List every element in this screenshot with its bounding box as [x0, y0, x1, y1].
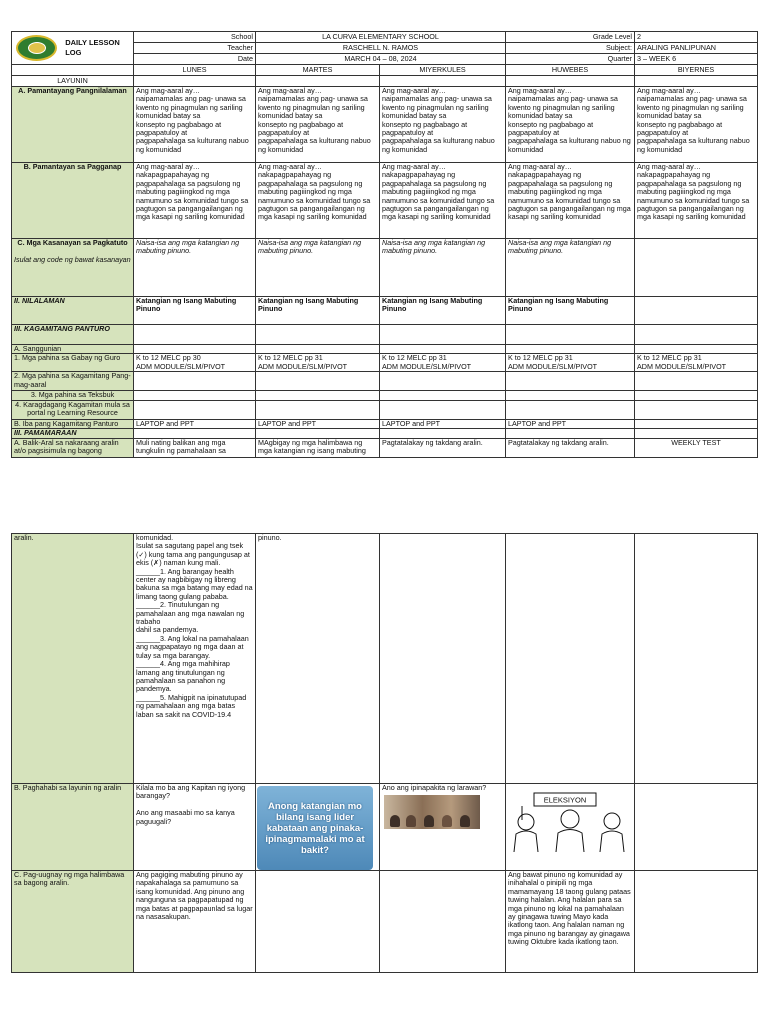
blank-cell	[380, 325, 506, 345]
content-cell: Ang mag-aaral ay… nakapagpapahayag ng pagpapahalaga sa pagsulong ng mabuting pagiiingkod ng mga namumuno sa komunidad tungo sa pagtugon sa pangangailangan ng mga kasapi ng sariling komunidad	[635, 163, 758, 239]
content-cell: Katangian ng Isang Mabuting Pinuno	[506, 297, 635, 325]
blank-cell	[256, 325, 380, 345]
blank-cell	[134, 391, 256, 400]
pamamaraan-label: III. PAMAMARAAN	[12, 429, 134, 438]
gabay-ng-guro-label: 1. Mga pahina sa Gabay ng Guro	[12, 354, 134, 372]
blank-cell	[256, 429, 380, 438]
blank-cell	[256, 400, 380, 419]
teacher-value: RASCHELL N. RAMOS	[256, 43, 506, 54]
blank-cell	[635, 400, 758, 419]
dll-header-table	[11, 31, 758, 458]
content-cell: K to 12 MELC pp 31 ADM MODULE/SLM/PIVOT	[380, 354, 506, 372]
date-value: MARCH 04 – 08, 2024	[256, 54, 506, 65]
lider-kabataan-image-cell	[256, 784, 380, 871]
blank-cell	[380, 76, 506, 87]
content-cell: Ang mag-aaral ay… naipamamalas ang pag- unawa sa kwento ng pinagmulan ng sariling komunidad batay sa konsepto ng pagbabago at pagpapatuloy at pagpapahalaga sa kulturang nabuo ng komunidad	[256, 87, 380, 163]
blank-cell	[635, 419, 758, 428]
subject-value: ARALING PANLIPUNAN	[635, 43, 758, 54]
content-cell: Kilala mo ba ang Kapitan ng iyong barangay? Ano ang masaabi mo sa kanya paguugali?	[134, 784, 256, 871]
blank-cell	[635, 345, 758, 354]
content-cell: K to 12 MELC pp 30 ADM MODULE/SLM/PIVOT	[134, 354, 256, 372]
blank-cell	[380, 372, 506, 391]
blank-cell	[635, 239, 758, 297]
grade-value: 2	[635, 32, 758, 43]
dll-page-2	[11, 533, 757, 973]
blank-cell	[506, 325, 635, 345]
content-cell: Ang pagiging mabuting pinuno ay napakahalaga sa pamumuno sa isang komunidad. Ang pinuno ang nangunguna sa pagpapatupad ng mga batas at pagpapaunlad sa lugar na nasasakupan.	[134, 871, 256, 973]
blank-cell	[635, 784, 758, 871]
content-cell: Ang mag-aaral ay… nakapagpapahayag ng pagpapahalaga sa pagsulong ng mabuting pagiiingkod ng mga namumuno sa komunidad tungo sa pagtugon sa pangangailangan ng mga kasapi ng sariling komunidad	[506, 163, 635, 239]
content-cell: Muli nating balikan ang mga tungkulin ng pamahalaan sa	[134, 438, 256, 457]
blank-cell	[506, 534, 635, 784]
content-cell: K to 12 MELC pp 31 ADM MODULE/SLM/PIVOT	[506, 354, 635, 372]
deped-seal-icon	[16, 35, 57, 61]
content-cell: LAPTOP and PPT	[256, 419, 380, 428]
logo-cell	[12, 32, 134, 65]
blank-cell	[380, 871, 506, 973]
date-label: Date	[134, 54, 256, 65]
blank-cell	[506, 372, 635, 391]
day-header: MARTES	[256, 65, 380, 76]
content-cell: Katangian ng Isang Mabuting Pinuno	[256, 297, 380, 325]
blank-cell	[635, 534, 758, 784]
blank-cell	[635, 325, 758, 345]
blank-cell	[256, 345, 380, 354]
blank-cell	[380, 391, 506, 400]
blank-cell	[256, 391, 380, 400]
content-cell: LAPTOP and PPT	[506, 419, 635, 428]
teksbuk-label: 3. Mga pahina sa Teksbuk	[12, 391, 134, 400]
blank-cell	[134, 325, 256, 345]
school-label: School	[134, 32, 256, 43]
blank-cell	[256, 76, 380, 87]
dll-title: DAILY LESSON LOG	[65, 38, 120, 57]
content-cell: komunidad. Isulat sa sagutang papel ang tsek (✓) kung tama ang pangungusap at ekis (✗) naman kung mali. ______1. Ang barangay health center ay nagbibigay ng libreng bakuna sa mga batang may edad na limang taong gulang pababa. ______2. Tinutulungan ng pamahalaan ang mga nawalan ng trabaho dahil sa pandemya. ______3. Ang lokal na pamahalaan ang nagpapatayo ng mga daan at tulay sa mga barangay. ______4. Ang mga mahihirap lamang ang tinutulungan ng pamahalaan sa panahon ng pandemya. ______5. Mahigpit na ipinatutupad ng pamahalaan ang mga batas laban sa sakit na COVID-19.4	[134, 534, 256, 784]
content-cell: K to 12 MELC pp 31 ADM MODULE/SLM/PIVOT	[635, 354, 758, 372]
content-cell: pinuno.	[256, 534, 380, 784]
day-header: BIYERNES	[635, 65, 758, 76]
content-cell: Ang bawat pinuno ng komunidad ay inihahalal o pinipili ng mga mamamayang 18 taong gulang pataas tuwing halalan. Ang halalan para sa mga pinuno ng lokal na pamahalaan ay ginagawa tuwing Mayo kada ikatlong taon. Ang halalan naman ng mga pinuno ng barangay ay ginagawa tuwing Oktubre kada ikatlong taon.	[506, 871, 635, 973]
school-value: LA CURVA ELEMENTARY SCHOOL	[256, 32, 506, 43]
blank-cell	[635, 76, 758, 87]
eleksyon-image-cell	[506, 784, 635, 871]
eleksyon-sign: ELEKSIYON	[543, 795, 587, 805]
blank-cell	[635, 391, 758, 400]
content-cell: Naisa-isa ang mga katangian ng mabuting pinuno.	[256, 239, 380, 297]
paghahabi-label: B. Paghahabi sa layunin ng aralin	[12, 784, 134, 871]
content-cell: Naisa-isa ang mga katangian ng mabuting pinuno.	[134, 239, 256, 297]
blank-cell	[380, 345, 506, 354]
blank-cell	[134, 429, 256, 438]
kagamitang-pang-mag-aaral-label: 2. Mga pahina sa Kagamitang Pang-mag-aaral	[12, 372, 134, 391]
blank-cell	[635, 429, 758, 438]
kasanayan-label-cell	[12, 239, 134, 297]
content-cell: WEEKLY TEST	[635, 438, 758, 457]
content-cell: Ang mag-aaral ay… naipamamalas ang pag- unawa sa kwento ng pinagmulan ng sariling komunidad batay sa konsepto ng pagbabago at pagpapatuloy at pagpapahalaga sa kulturang nabuo ng komunidad	[635, 87, 758, 163]
content-cell: Naisa-isa ang mga katangian ng mabuting pinuno.	[380, 239, 506, 297]
content-cell	[380, 784, 506, 871]
crowd-photo	[384, 795, 480, 829]
quarter-value: 3 – WEEK 6	[635, 54, 758, 65]
blank-cell	[506, 400, 635, 419]
blank-cell	[134, 372, 256, 391]
grade-label: Grade Level	[506, 32, 635, 43]
content-cell: LAPTOP and PPT	[134, 419, 256, 428]
blank-cell	[134, 345, 256, 354]
blank-cell	[635, 297, 758, 325]
blank-cell	[134, 76, 256, 87]
teacher-label: Teacher	[134, 43, 256, 54]
content-cell: Katangian ng Isang Mabuting Pinuno	[380, 297, 506, 325]
content-cell: Ang mag-aaral ay… naipamamalas ang pag- unawa sa kwento ng pinagmulan ng sariling komunidad batay sa konsepto ng pagbabago at pagpapatuloy at pagpapahalaga sa kulturang nabuo ng komunidad	[380, 87, 506, 163]
subject-label: Subject:	[506, 43, 635, 54]
pamantayang-pangnilalaman-label: A. Pamantayang Pangnilalaman	[12, 87, 134, 163]
content-cell: Ang mag-aaral ay… naipamamalas ang pag- unawa sa kwento ng pinagmulan ng sariling komunidad batay sa konsepto ng pagbabago at pagpapatuloy at pagpapahalaga sa kulturang nabuo ng komunidad	[134, 87, 256, 163]
nilalaman-label: II. NILALAMAN	[12, 297, 134, 325]
blank-cell	[635, 871, 758, 973]
content-cell: Ang mag-aaral ay… nakapagpapahayag ng pagpapahalaga sa pagsulong ng mabuting pagiiingkod ng mga namumuno sa komunidad tungo sa pagtugon sa pangangailangan ng mga kasapi ng sariling komunidad	[256, 163, 380, 239]
content-cell: Ang mag-aaral ay… nakapagpapahayag ng pagpapahalaga sa pagsulong ng mabuting pagiiingkod ng mga namumuno sa komunidad tungo sa pagtugon sa pangangailangan ng mga kasapi ng sariling komunidad	[134, 163, 256, 239]
blank-cell	[380, 534, 506, 784]
blank-cell	[380, 429, 506, 438]
content-cell: K to 12 MELC pp 31 ADM MODULE/SLM/PIVOT	[256, 354, 380, 372]
karagdagang-kagamitan-label: 4. Karagdagang Kagamitan mula sa portal ng Learning Resource	[12, 400, 134, 419]
larawan-question: Ano ang ipinapakita ng larawan?	[382, 783, 487, 792]
blank-cell	[12, 65, 134, 76]
content-cell: LAPTOP and PPT	[380, 419, 506, 428]
content-cell: MAgbigay ng mga halimbawa ng mga katangian ng isang mabuting	[256, 438, 380, 457]
kasanayan-sub: Isulat ang code ng bawat kasanayan	[14, 255, 131, 265]
day-header: LUNES	[134, 65, 256, 76]
blank-cell	[506, 391, 635, 400]
quarter-label: Quarter	[506, 54, 635, 65]
balik-aral-label: A. Balik-Aral sa nakaraang aralin at/o pagsisimula ng bagong	[12, 438, 134, 457]
dll-continuation-table	[11, 533, 758, 973]
iba-pang-kagamitan-label: B. Iba pang Kagamitang Panturo	[12, 419, 134, 428]
kagamitang-panturo-label: III. KAGAMITANG PANTURO	[12, 325, 134, 345]
sanggunian-label: A. Sanggunian	[12, 345, 134, 354]
day-header: HUWEBES	[506, 65, 635, 76]
content-cell: Naisa-isa ang mga katangian ng mabuting pinuno.	[506, 239, 635, 297]
blank-cell	[506, 345, 635, 354]
layunin-heading: LAYUNIN	[12, 76, 134, 87]
eleksyon-cartoon-icon	[512, 790, 632, 852]
blank-cell	[506, 429, 635, 438]
day-header: MIYERKULES	[380, 65, 506, 76]
content-cell: Ang mag-aaral ay… nakapagpapahayag ng pagpapahalaga sa pagsulong ng mabuting pagiiingkod ng mga namumuno sa komunidad tungo sa pagtugon sa pangangailangan ng mga kasapi ng sariling komunidad	[380, 163, 506, 239]
content-cell: Katangian ng Isang Mabuting Pinuno	[134, 297, 256, 325]
blank-cell	[380, 400, 506, 419]
content-cell: Ang mag-aaral ay… naipamamalas ang pag- unawa sa kwento ng pinagmulan ng sariling komunidad batay sa konsepto ng pagbabago at pagpapatuloy at pagpapahalaga sa kulturang nabuo ng komunidad	[506, 87, 635, 163]
dll-page-1	[11, 31, 757, 458]
lider-kabataan-image: Anong katangian mo bilang isang lider kabataan ang pinaka-ipinagmamalaki mo at bakit?	[257, 786, 373, 870]
blank-cell	[635, 372, 758, 391]
pag-uugnay-label: C. Pag-uugnay ng mga halimbawa sa bagong aralin.	[12, 871, 134, 973]
blank-cell	[134, 400, 256, 419]
kasanayan-label: C. Mga Kasanayan sa Pagkatuto	[17, 238, 128, 247]
blank-cell	[256, 372, 380, 391]
content-cell: Pagtatalakay ng takdang aralin.	[380, 438, 506, 457]
content-cell: Pagtatalakay ng takdang aralin.	[506, 438, 635, 457]
pamantayan-sa-pagganap-label: B. Pamantayan sa Pagganap	[12, 163, 134, 239]
blank-cell	[256, 871, 380, 973]
balik-aral-label-cont: aralin.	[12, 534, 134, 784]
blank-cell	[506, 76, 635, 87]
